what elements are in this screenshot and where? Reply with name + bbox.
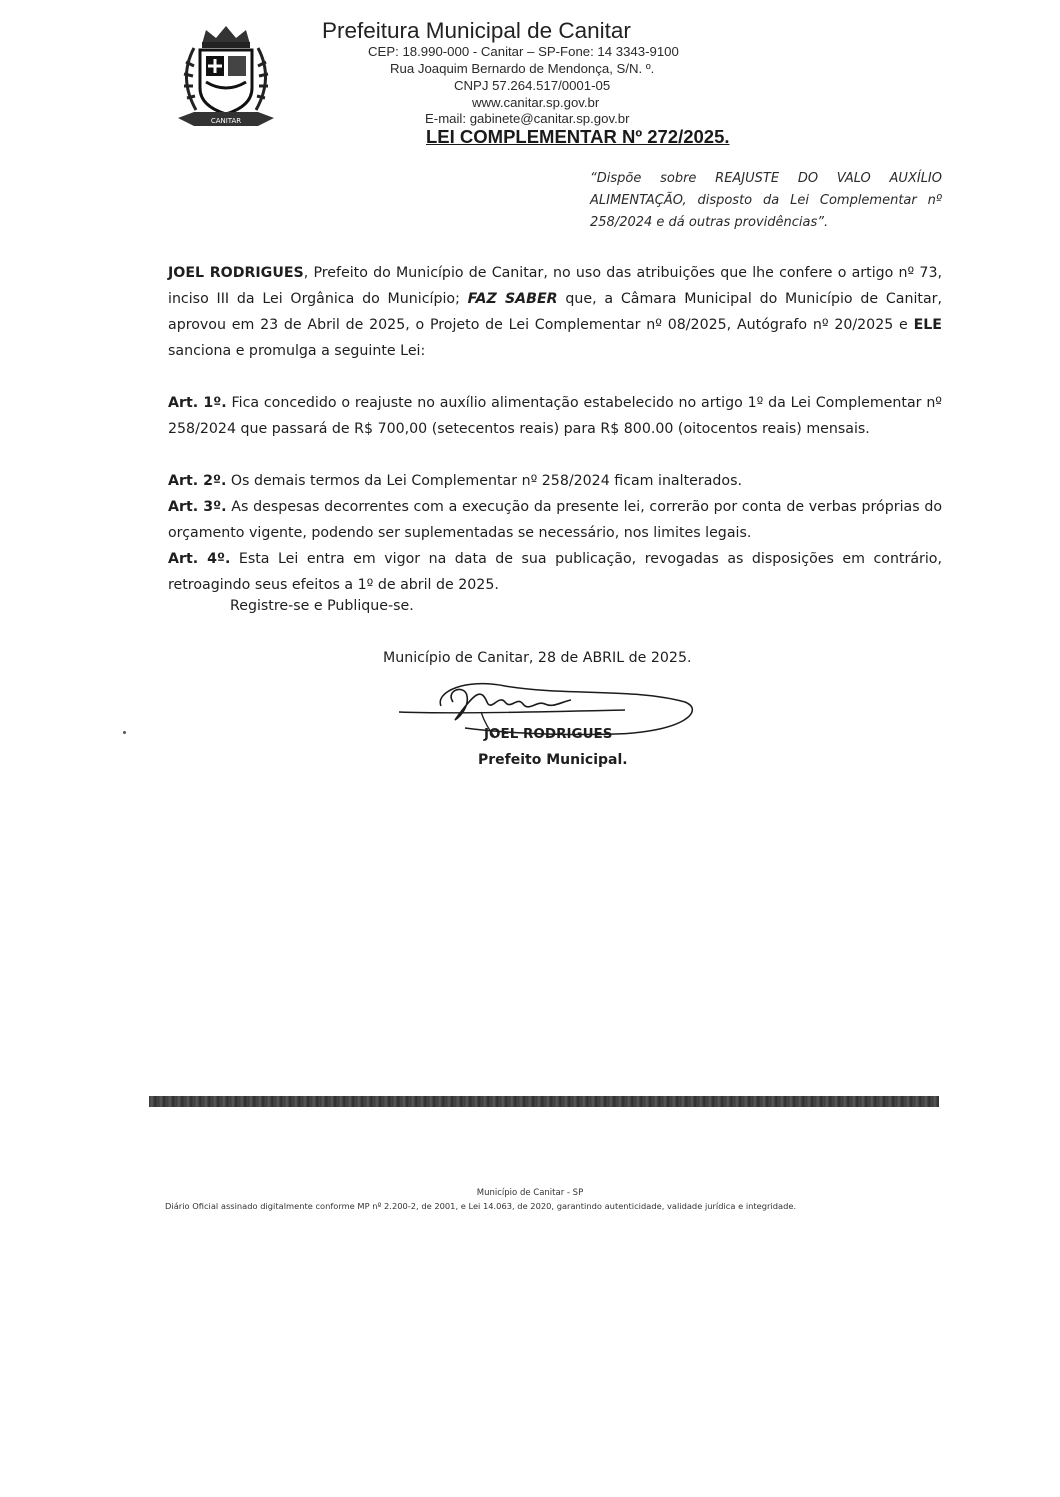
header-cep-phone: CEP: 18.990-000 - Canitar – SP-Fone: 14 3343-9100 bbox=[368, 44, 679, 59]
article-text: As despesas decorrentes com a execução da presente lei, correrão por conta de verbas próprias do orçamento vigente, podendo ser suplementadas se necessário, nos limites legais. bbox=[168, 499, 943, 541]
article-4 bbox=[168, 546, 942, 598]
signer-role: Prefeito Municipal. bbox=[478, 752, 628, 768]
preamble-text-2: que, a Câmara Municipal do Município de Canitar, aprovou em 23 de Abril de 2025, o Projeto de Lei Complementar nº 08/2025, Autógrafo nº 20/2025 e bbox=[168, 291, 942, 333]
footer-municipality: Município de Canitar - SP bbox=[476, 1188, 584, 1198]
faz-saber: FAZ SABER bbox=[467, 291, 558, 307]
article-number: Art. 4º. bbox=[168, 551, 231, 567]
article-text: Fica concedido o reajuste no auxílio alimentação estabelecido no artigo 1º da Lei Complementar nº 258/2024 que passará de R$ 700,00 (setecentos reais) para R$ 800.00 (oitocentos reais) mensais. bbox=[168, 395, 942, 437]
law-ementa: “Dispõe sobre REAJUSTE DO VALO AUXÍLIO ALIMENTAÇÃO, disposto da Lei Complementar nº 258/2024 e dá outras providências”. bbox=[590, 171, 942, 230]
article-text: Esta Lei entra em vigor na data de sua publicação, revogadas as disposições em contrário, retroagindo seus efeitos a 1º de abril de 2025. bbox=[168, 551, 942, 593]
article-3 bbox=[168, 494, 942, 546]
law-title: LEI COMPLEMENTAR Nº 272/2025. bbox=[426, 126, 730, 147]
footer-certification: Diário Oficial assinado digitalmente conforme MP nº 2.200-2, de 2001, e Lei 14.063, de 2020, garantindo autenticidade, validade jurídica e integridade. bbox=[165, 1201, 797, 1211]
article-number: Art. 3º. bbox=[168, 499, 227, 515]
header-email: E-mail: gabinete@canitar.sp.gov.br bbox=[425, 111, 630, 126]
article-text: Os demais termos da Lei Complementar nº 258/2024 ficam inalterados. bbox=[226, 473, 742, 489]
date-line: Município de Canitar, 28 de ABRIL de 2025. bbox=[383, 650, 692, 666]
register-publish-line: Registre-se e Publique-se. bbox=[230, 598, 414, 614]
preamble-text-3: sanciona e promulga a seguinte Lei: bbox=[168, 343, 426, 359]
header-cnpj: CNPJ 57.264.517/0001-05 bbox=[454, 78, 611, 93]
mayor-name: JOEL RODRIGUES bbox=[168, 265, 304, 281]
signer-name: JOEL RODRIGUES bbox=[484, 726, 613, 742]
article-1 bbox=[168, 390, 942, 442]
coat-of-arms-icon bbox=[172, 22, 280, 134]
preamble-text-1: , Prefeito do Município de Canitar, no uso das atribuições que lhe confere o artigo nº 73, inciso III da Lei Orgânica do Município; bbox=[168, 265, 942, 307]
scan-speck bbox=[123, 731, 126, 734]
footer-divider bbox=[149, 1096, 939, 1107]
article-2 bbox=[168, 468, 942, 494]
article-number: Art. 2º. bbox=[168, 473, 227, 489]
svg-text:CANITAR: CANITAR bbox=[210, 117, 242, 125]
header-website: www.canitar.sp.gov.br bbox=[472, 95, 600, 110]
header-address: Rua Joaquim Bernardo de Mendonça, S/N. º. bbox=[390, 61, 655, 76]
article-number: Art. 1º. bbox=[168, 395, 227, 411]
header-title: Prefeitura Municipal de Canitar bbox=[322, 18, 631, 43]
preamble-paragraph bbox=[168, 260, 942, 364]
ele-emphasis: ELE bbox=[913, 317, 942, 333]
